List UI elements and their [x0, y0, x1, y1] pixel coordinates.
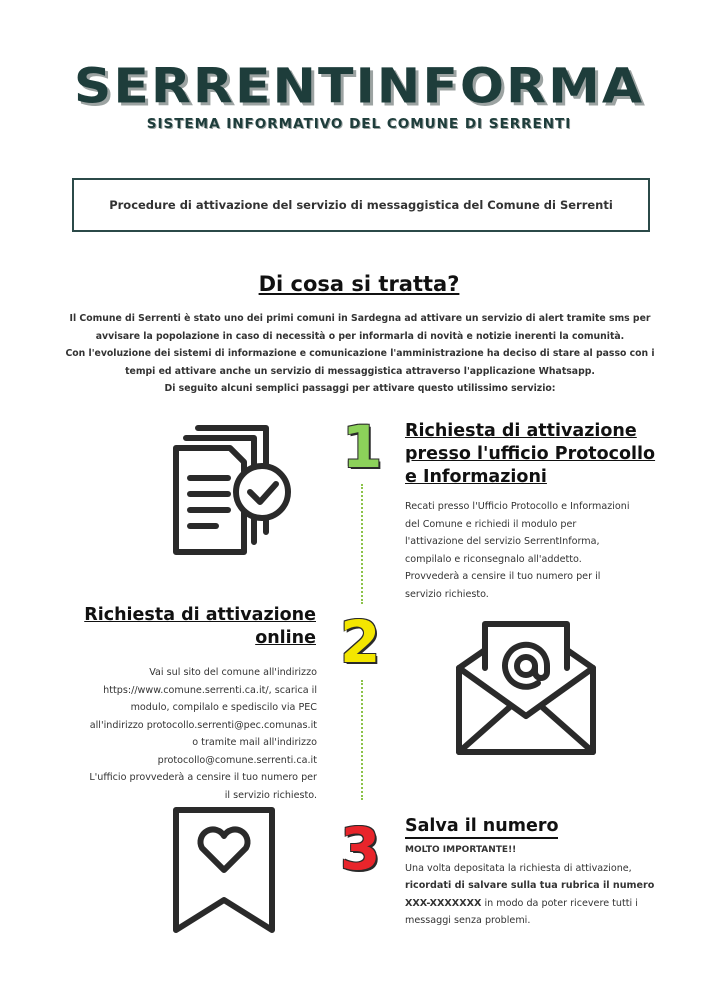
step-connector	[361, 484, 363, 604]
step-3-body-rest: in modo da poter ricevere tutti i	[481, 897, 638, 909]
step-1-title-line: presso l'ufficio Protocollo	[405, 444, 656, 464]
intro-line: Il Comune di Serrenti è stato uno dei primi comuni in Sardegna ad attivare un servizio di alert tramite sms per	[69, 313, 651, 324]
step-2-body	[60, 664, 317, 804]
page-subtitle: SISTEMA INFORMATIVO DEL COMUNE DI SERRENTI	[146, 116, 572, 132]
step-1-body-line: compilalo e riconsegnalo all'addetto.	[405, 553, 582, 565]
step-3-number-placeholder: XXX-XXXXXXX	[405, 897, 482, 909]
step-number-1: 1	[342, 413, 383, 481]
step-1-body-line: servizio richiesto.	[405, 588, 489, 600]
step-2-title-line: Richiesta di attivazione	[84, 605, 316, 625]
step-2-body-line: all'indirizzo protocollo.serrenti@pec.comunas.it	[89, 719, 317, 731]
step-3-important: MOLTO IMPORTANTE!!	[405, 845, 517, 855]
step-2-body-line: L'ufficio provvederà a censire il tuo numero per	[89, 772, 317, 783]
intro-line: Con l'evoluzione dei sistemi di informazione e comunicazione l'amministrazione ha deciso di stare al passo con i	[65, 348, 655, 359]
step-2-title	[60, 604, 316, 650]
step-2-body-line: Vai sul sito del comune all'indirizzo	[149, 667, 317, 678]
intro-line: avvisare la popolazione in caso di necessità o per informarla di novità e notizie inerenti la comunità.	[95, 330, 625, 342]
step-3-body-line: Una volta depositata la richiesta di attivazione,	[405, 862, 632, 874]
page-title: SERRENTINFORMA	[73, 59, 645, 115]
step-connector	[361, 680, 363, 800]
step-3-title-line: Salva il numero	[405, 815, 558, 839]
step-1-title	[405, 420, 685, 489]
step-2-body-line: protocollo@comune.serrenti.ca.it	[157, 754, 317, 766]
step-3-body-bold	[405, 877, 670, 895]
step-2-body-line: modulo, compilalo e spediscilo via PEC	[130, 702, 317, 713]
step-1-title-line: Richiesta di attivazione	[405, 421, 637, 441]
intro-line: tempi ed attivare anche un servizio di messaggistica attraverso l'applicazione Whatsapp.	[125, 365, 595, 377]
step-number-2: 2	[340, 608, 381, 676]
step-2-body-line: o tramite mail all'indirizzo	[192, 737, 317, 748]
intro-line: Di seguito alcuni semplici passaggi per attivare questo utilissimo servizio:	[164, 383, 556, 394]
step-3-body-line	[405, 895, 670, 913]
email-at-envelope-icon	[455, 620, 597, 756]
step-3-body-line: messaggi senza problemi.	[405, 915, 531, 926]
step-1-body-line: Provvederà a censire il tuo numero per il	[405, 571, 601, 582]
section-heading: Di cosa si tratta?	[258, 272, 460, 296]
step-1-body	[405, 498, 665, 603]
step-3-title	[405, 815, 685, 839]
step-2-body-line: il servizio richiesto.	[224, 789, 317, 801]
step-number-3: 3	[340, 815, 381, 883]
step-1-body-line: Recati presso l'Ufficio Protocollo e Informazioni	[405, 501, 630, 512]
heart-bookmark-icon	[172, 806, 276, 934]
intro-paragraph	[60, 310, 660, 398]
step-2-body-line: https://www.comune.serrenti.ca.it/, scarica il	[103, 684, 317, 696]
step-1-body-line: l'attivazione del servizio SerrentInforma,	[405, 536, 600, 547]
step-3-body	[405, 842, 670, 930]
procedure-banner	[72, 178, 650, 232]
step-1-title-line: e Informazioni	[405, 467, 547, 487]
step-1-body-line: del Comune e richiedi il modulo per	[405, 518, 577, 530]
documents-check-icon	[168, 420, 298, 560]
step-2-title-line: online	[255, 628, 316, 648]
step-3-bold-text: ricordati di salvare sulla tua rubrica il numero	[405, 880, 655, 891]
banner-text: Procedure di attivazione del servizio di messaggistica del Comune di Serrenti	[109, 198, 613, 212]
